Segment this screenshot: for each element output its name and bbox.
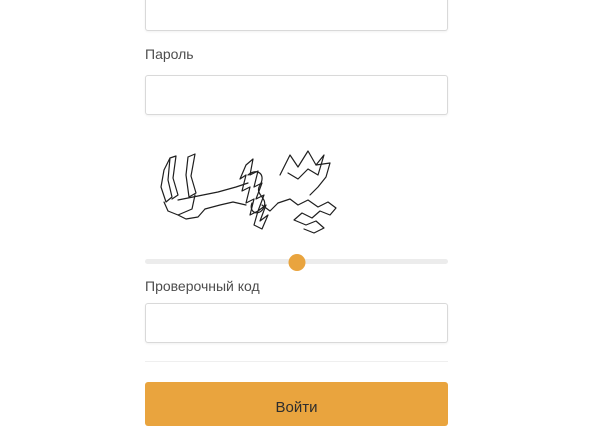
slider-thumb[interactable]: [288, 254, 305, 271]
login-submit-button[interactable]: Войти: [145, 382, 448, 426]
verification-label: Проверочный код: [145, 278, 260, 294]
password-input[interactable]: [145, 75, 448, 115]
login-form: [145, 0, 448, 416]
captcha-stroke: [278, 199, 336, 233]
captcha-image: [158, 145, 348, 240]
captcha-stroke: [240, 159, 268, 229]
divider: [145, 361, 448, 362]
captcha-stroke: [186, 154, 196, 197]
password-label: Пароль: [145, 46, 194, 62]
captcha-stroke: [161, 156, 178, 202]
verification-input[interactable]: [145, 303, 448, 343]
login-input[interactable]: [145, 0, 448, 31]
